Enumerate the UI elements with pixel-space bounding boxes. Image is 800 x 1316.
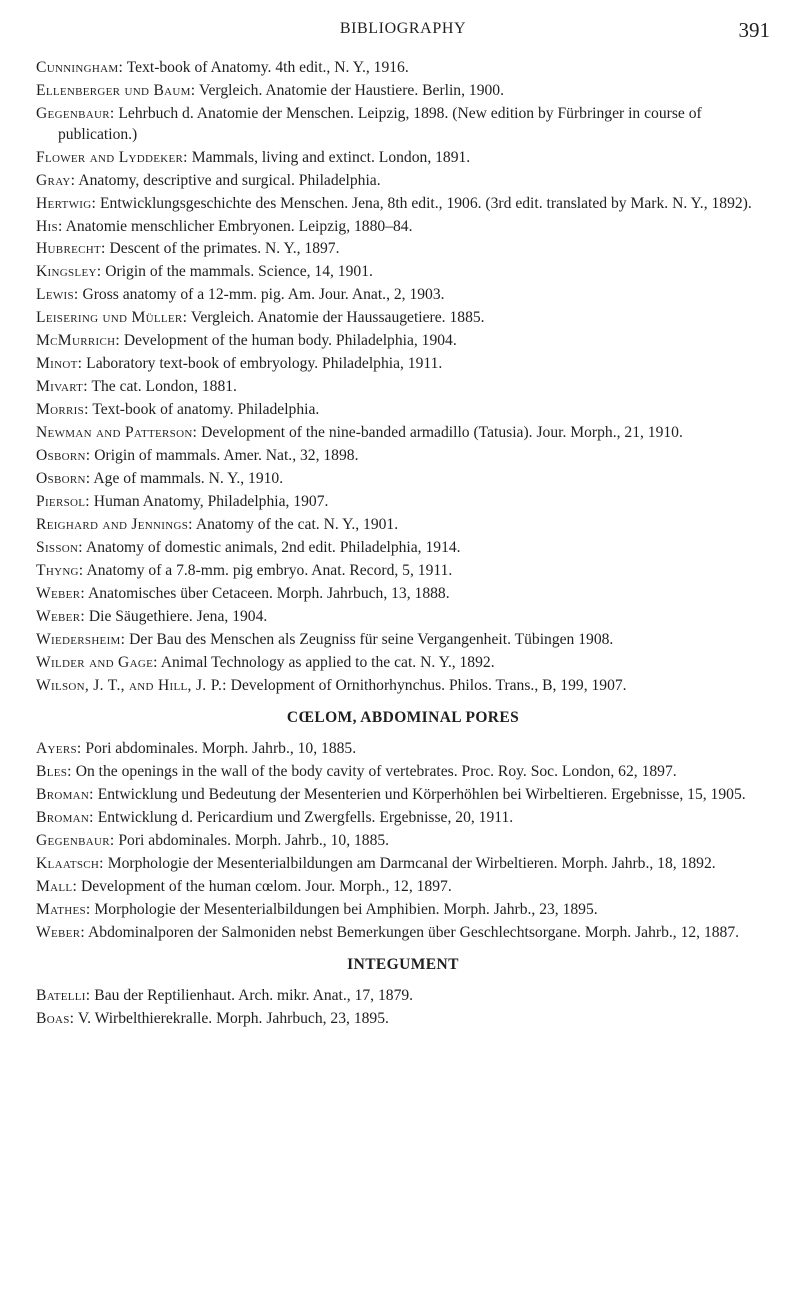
bibliography-entry [36,400,770,421]
bibliography-entry [36,469,770,490]
bibliography-body [36,58,770,1030]
entry-citation: Anatomie menschlicher Embryonen. Leipzig, 1880–84. [62,217,413,235]
entry-citation: Text-book of anatomy. Philadelphia. [88,401,320,419]
entry-author: Bles: [36,763,72,781]
bibliography-entry [36,607,770,628]
bibliography-entry [36,58,770,79]
entry-citation: Anatomy of domestic animals, 2nd edit. Philadelphia, 1914. [82,539,461,557]
entry-author: Ellenberger und Baum: [36,81,196,99]
section-spacer [36,699,770,703]
entry-citation: Development of Ornithorhynchus. Philos. Trans., B, 199, 1907. [226,677,627,695]
entry-citation: Animal Technology as applied to the cat. N. Y., 1892. [157,654,495,672]
entry-citation: Gross anatomy of a 12-mm. pig. Am. Jour. Anat., 2, 1903. [78,286,445,304]
bibliography-entry [36,630,770,651]
entry-author: Minot: [36,355,83,373]
entry-author: Mathes: [36,901,91,919]
entry-citation: Text-book of Anatomy. 4th edit., N. Y., 1916. [123,59,409,76]
entry-author: Wilson, J. T., and Hill, J. P.: [36,677,227,695]
entry-citation: Anatomy of the cat. N. Y., 1901. [192,516,399,534]
entry-author: Gegenbaur: [36,832,115,850]
entry-citation: Vergleich. Anatomie der Haustiere. Berlin, 1900. [195,81,504,99]
entry-citation: Development of the human body. Philadelphia, 1904. [119,332,457,350]
bibliography-entry [36,808,770,829]
entry-citation: Lehrbuch d. Anatomie der Menschen. Leipzig, 1898. (New edition by Fürbringer in course of publication.) [58,104,702,143]
entry-author: Kingsley: [36,263,102,281]
entry-author: Wilder and Gage: [36,654,158,672]
bibliography-entry [36,104,770,145]
entry-author: Morris: [36,401,89,419]
entry-citation: Anatomy, descriptive and surgical. Philadelphia. [75,171,381,189]
entry-citation: Morphologie der Mesenterialbildungen bei Amphibien. Morph. Jahrb., 23, 1895. [90,901,598,919]
entry-author: Mivart: [36,378,88,396]
bibliography-entry [36,285,770,306]
section-heading: CŒLOM, ABDOMINAL PORES [286,709,520,727]
entry-citation: Die Säugethiere. Jena, 1904. [84,608,268,626]
entry-citation: Mammals, living and extinct. London, 1891. [187,148,471,166]
bibliography-entry [36,653,770,674]
entry-author: Broman: [36,809,94,827]
entry-author: Leisering und Müller: [36,309,188,327]
entry-author: Sisson: [36,539,83,557]
bibliography-entry [36,217,770,238]
entry-author: Lewis: [36,286,79,304]
entry-author: Mall: [36,878,78,896]
section-spacer [36,946,770,950]
entry-citation: Pori abdominales. Morph. Jahrb., 10, 1885. [114,832,390,850]
bibliography-entry [36,194,770,215]
entry-citation: Human Anatomy, Philadelphia, 1907. [89,493,329,511]
entry-author: His: [36,217,63,235]
entry-author: Newman and Patterson: [36,424,198,442]
entry-author: Hubrecht: [36,240,106,258]
entry-citation: Age of mammals. N. Y., 1910. [90,470,284,488]
bibliography-entry [36,1009,770,1030]
entry-citation: Anatomisches über Cetaceen. Morph. Jahrbuch, 13, 1888. [84,585,450,603]
entry-citation: Entwicklung und Bedeutung der Mesenterien und Körperhöhlen bei Wirbeltieren. Ergebnisse, 15, 1905. [93,786,746,804]
entry-author: Weber: [36,585,85,603]
bibliography-entry [36,900,770,921]
entry-citation: Entwicklungsgeschichte des Menschen. Jena, 8th edit., 1906. (3rd edit. translated by Mark. N. Y., 1892). [96,194,752,212]
bibliography-entry [36,561,770,582]
bibliography-entry [36,354,770,375]
entry-citation: On the openings in the wall of the body cavity of vertebrates. Proc. Roy. Soc. London, 62, 1897. [71,763,677,781]
entry-citation: Vergleich. Anatomie der Haussaugetiere. 1885. [187,309,485,327]
entry-author: Gegenbaur: [36,104,115,122]
entry-author: Flower and Lyddeker: [36,148,188,166]
bibliography-entry [36,854,770,875]
bibliography-entry [36,492,770,513]
entry-citation: Der Bau des Menschen als Zeugniss für seine Vergangenheit. Tübingen 1908. [125,631,614,649]
bibliography-entry [36,923,770,944]
entry-author: Boas: [36,1010,75,1028]
bibliography-entry [36,171,770,192]
entry-author: Wiedersheim: [36,631,126,649]
bibliography-entry [36,785,770,806]
entry-author: Gray: [36,171,76,189]
bibliography-entry [36,538,770,559]
entry-citation: Laboratory text-book of embryology. Philadelphia, 1911. [82,355,443,373]
entry-author: Thyng: [36,562,84,580]
entry-citation: Entwicklung d. Pericardium und Zwergfells. Ergebnisse, 20, 1911. [93,809,514,827]
bibliography-entry [36,877,770,898]
bibliography-entry [36,739,770,760]
running-title: BIBLIOGRAPHY [339,20,467,37]
entry-author: Klaatsch: [36,855,104,873]
section-heading: INTEGUMENT [347,956,459,974]
entry-author: Weber: [36,608,85,626]
page-number: 391 [738,18,770,42]
entry-citation: V. Wirbelthierekralle. Morph. Jahrbuch, 23, 1895. [74,1010,389,1028]
entry-citation: Descent of the primates. N. Y., 1897. [105,240,340,258]
bibliography-entry [36,446,770,467]
bibliography-entry [36,331,770,352]
bibliography-entry [36,831,770,852]
bibliography-entry [36,377,770,398]
entry-author: Broman: [36,786,94,804]
entry-citation: Development of the human cœlom. Jour. Morph., 12, 1897. [77,878,452,896]
bibliography-entry [36,676,770,697]
entry-author: Cunningham: [36,59,124,76]
entry-citation: Origin of mammals. Amer. Nat., 32, 1898. [90,447,359,465]
entry-author: Hertwig: [36,194,97,212]
entry-citation: The cat. London, 1881. [87,378,237,396]
bibliography-entry [36,308,770,329]
entry-author: Piersol: [36,493,90,511]
entry-citation: Origin of the mammals. Science, 14, 1901. [101,263,373,281]
bibliography-entry [36,986,770,1007]
bibliography-entry [36,81,770,102]
bibliography-entry [36,148,770,169]
entry-citation: Morphologie der Mesenterialbildungen am Darmcanal der Wirbeltieren. Morph. Jahrb., 18, 1892. [103,855,716,873]
entry-author: Reighard and Jennings: [36,516,193,534]
bibliography-entry [36,239,770,260]
entry-citation: Development of the nine-banded armadillo (Tatusia). Jour. Morph., 21, 1910. [197,424,683,442]
entry-citation: Pori abdominales. Morph. Jahrb., 10, 1885. [81,740,357,758]
entry-citation: Abdominalporen der Salmoniden nebst Bemerkungen über Geschlechtsorgane. Morph. Jahrb., 12, 1887. [84,924,740,942]
running-head [36,18,770,58]
bibliography-entry [36,584,770,605]
entry-citation: Anatomy of a 7.8-mm. pig embryo. Anat. Record, 5, 1911. [83,562,453,580]
bibliography-entry [36,423,770,444]
bibliography-entry [36,762,770,783]
entry-author: Ayers: [36,740,82,758]
book-page [36,18,770,1032]
entry-author: Osborn: [36,447,91,465]
entry-author: Osborn: [36,470,91,488]
bibliography-entry [36,515,770,536]
bibliography-entry [36,262,770,283]
entry-author: Batelli: [36,987,91,1005]
entry-citation: Bau der Reptilienhaut. Arch. mikr. Anat., 17, 1879. [90,987,414,1005]
entry-author: McMurrich: [36,332,120,350]
entry-author: Weber: [36,924,85,942]
